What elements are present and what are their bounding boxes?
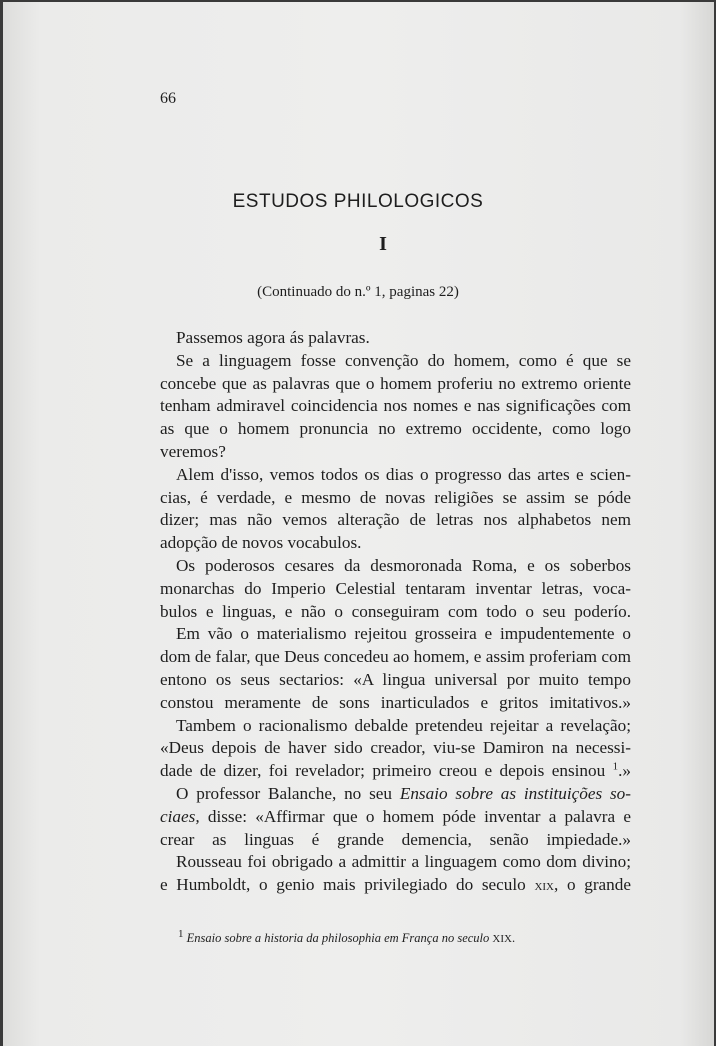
text-line bbox=[160, 874, 631, 897]
text-line: entono os seus sectarios: «A lingua universal por muito tempo bbox=[160, 669, 631, 689]
footnote-end: . bbox=[511, 931, 516, 945]
footnote-century: XIX bbox=[492, 933, 512, 945]
footnote bbox=[178, 927, 516, 946]
text-fragment: e Humboldt, o genio mais privilegiado do seculo bbox=[160, 875, 526, 895]
text-line: Alem d'isso, vemos todos os dias o progresso das artes e scien- bbox=[176, 464, 631, 484]
continuation-note: (Continuado do n.º 1, paginas 22) bbox=[257, 284, 459, 300]
article-title: ESTUDOS PHILOLOGICOS bbox=[232, 191, 484, 212]
text-fragment: disse: «Affirmar que o homem póde inventar a palavra e bbox=[207, 806, 631, 826]
text-line: as que o homem pronuncia no extremo occidente, como logo bbox=[160, 419, 631, 439]
book-title-italic: Ensaio sobre as instituições so- bbox=[399, 783, 631, 803]
text-line: bulos e linguas, e não o conseguiram com todo o seu poderío. bbox=[160, 601, 631, 621]
scan-border-top bbox=[0, 0, 716, 2]
text-line: cias, é verdade, e mesmo de novas religiões se assim se póde bbox=[160, 487, 631, 507]
text-line: «Deus depois de haver sido creador, viu-se Damiron na necessi- bbox=[160, 738, 631, 758]
footnote-text: Ensaio sobre a historia da philosophia em França no seculo bbox=[186, 931, 490, 945]
text-fragment: , o grande bbox=[554, 875, 632, 895]
text-line: veremos? bbox=[160, 441, 226, 461]
body-text bbox=[160, 327, 631, 897]
text-line: Tambem o racionalismo debalde pretendeu rejeitar a revelação; bbox=[176, 715, 631, 735]
text-fragment: O professor Balanche, no seu bbox=[176, 783, 392, 803]
text-line: crear as linguas é grande demencia, senão impiedade.» bbox=[160, 829, 631, 849]
scan-border-left bbox=[0, 0, 3, 1046]
text-line: Os poderosos cesares da desmoronada Roma, e os soberbos bbox=[176, 555, 631, 575]
text-line: dom de falar, que Deus concedeu ao homem, e assim proferiam com bbox=[160, 647, 631, 667]
footnote-marker: 1 bbox=[178, 927, 184, 940]
text-line bbox=[160, 783, 631, 806]
book-title-italic: ciaes, bbox=[160, 806, 200, 826]
text-line bbox=[160, 760, 631, 783]
text-line: dizer; mas não vemos alteração de letras nos alphabetos nem bbox=[160, 510, 631, 530]
footnote-marker[interactable]: 1 bbox=[612, 760, 619, 773]
century-numeral: XIX bbox=[534, 881, 554, 894]
text-line: tenham admiravel coincidencia nos nomes e nas significações com bbox=[160, 396, 631, 416]
text-line: constou meramente de sons inarticulados e gritos imitativos.» bbox=[160, 692, 631, 712]
section-numeral: I bbox=[379, 233, 387, 255]
text-line: concebe que as palavras que o homem proferiu no extremo oriente bbox=[160, 373, 631, 393]
text-fragment: dade de dizer, foi revelador; primeiro creou e depois ensinou bbox=[160, 761, 606, 781]
text-line: Passemos agora ás palavras. bbox=[176, 328, 370, 347]
text-line: adopção de novos vocabulos. bbox=[160, 533, 362, 553]
text-line: monarchas do Imperio Celestial tentaram inventar letras, voca- bbox=[160, 578, 631, 598]
page-number: 66 bbox=[160, 90, 176, 107]
text-line: Rousseau foi obrigado a admittir a linguagem como dom divino; bbox=[176, 852, 631, 872]
text-line: Se a linguagem fosse convenção do homem, como é que se bbox=[176, 350, 631, 370]
quote-close: .» bbox=[618, 761, 631, 781]
text-line bbox=[160, 806, 631, 829]
text-line: Em vão o materialismo rejeitou grosseira e impudentemente o bbox=[176, 624, 631, 644]
